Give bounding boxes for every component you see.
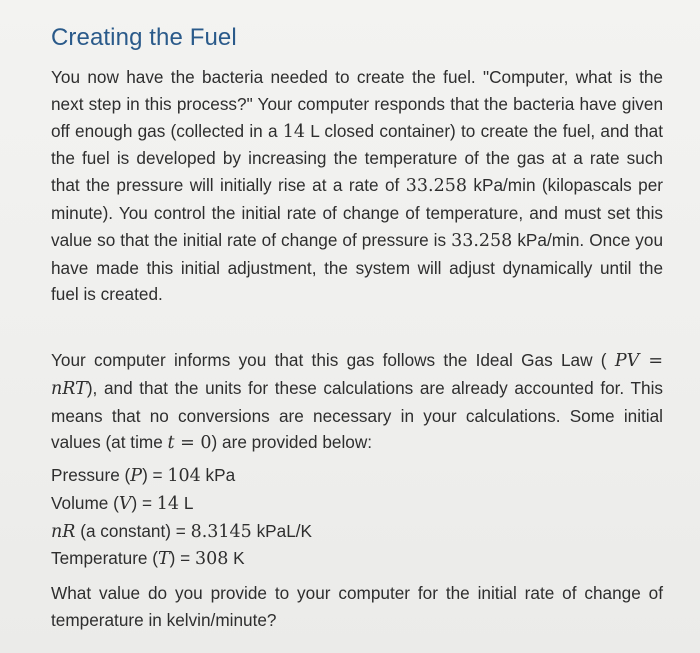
gas-law-text-1: Your computer informs you that this gas follows the Ideal Gas Law ( [51, 350, 607, 370]
time-zero: 0 [200, 433, 212, 454]
pressure-equals: ) = [142, 465, 168, 485]
ideal-gas-equals: = [639, 351, 663, 371]
temperature-line [51, 545, 312, 573]
nr-line [51, 518, 312, 546]
temperature-unit: K [228, 548, 245, 569]
intro-paragraph [51, 64, 663, 308]
time-variable: t [167, 433, 175, 454]
ideal-gas-lhs: PV [614, 351, 640, 371]
page-title: Creating the Fuel [51, 24, 237, 51]
pressure-unit: kPa [200, 465, 236, 485]
volume-variable: V [118, 493, 132, 514]
pressure-rate-value: 33.258 [405, 176, 467, 197]
initial-values-list [51, 462, 312, 573]
volume-equals: ) = [131, 492, 157, 513]
gas-law-paragraph [51, 347, 663, 457]
gas-law-text-3: ) are provided below: [211, 432, 373, 453]
question-text: What value do you provide to your computer for the initial rate of change of temperature in kelvin/minute? [51, 583, 663, 630]
temperature-label: Temperature ( [51, 548, 158, 569]
pressure-variable: P [130, 466, 143, 486]
temperature-equals: ) = [169, 548, 195, 569]
intro-text-4: kPa/min. Once you have made this initial adjustment, the system will adjust dynamically until the fuel is created. [51, 229, 664, 305]
intro-text-2: L closed container) to create the fuel, and that the fuel is developed by increasing the temperature of the gas at a rate such that the pressure will initially rise at a rate of [51, 120, 663, 196]
temperature-value: 308 [194, 549, 229, 570]
volume-label: Volume ( [51, 492, 119, 513]
volume-value: 14 [156, 493, 180, 514]
pressure-line [51, 462, 312, 490]
intro-text-1: You now have the bacteria needed to create the fuel. "Computer, what is the next step in this process?" Your computer responds that the bacteria have given off enough gas (collected in a [51, 67, 663, 141]
intro-text-3: kPa/min (kilopascals per minute). You control the initial rate of change of temperature, and must set this value so that the initial rate of change of pressure is [51, 175, 663, 250]
gas-law-text-2: ), and that the units for these calculations are already accounted for. This means that no conversions are necessary in your calculations. Some initial values (at time [51, 377, 663, 453]
pressure-rate-value-repeat: 33.258 [451, 230, 513, 251]
nr-value: 8.3145 [190, 521, 252, 542]
temperature-variable: T [157, 549, 170, 570]
volume-unit: L [179, 492, 194, 513]
time-equals: = [174, 433, 201, 454]
nr-variable: nR [51, 521, 76, 542]
volume-line [51, 490, 312, 518]
pressure-label: Pressure ( [51, 465, 131, 485]
ideal-gas-rhs: nRT [51, 378, 87, 399]
nr-unit: kPaL/K [251, 520, 313, 541]
container-volume-value: 14 [282, 121, 306, 142]
nr-label: (a constant) = [75, 520, 191, 541]
pressure-value: 104 [167, 466, 201, 486]
